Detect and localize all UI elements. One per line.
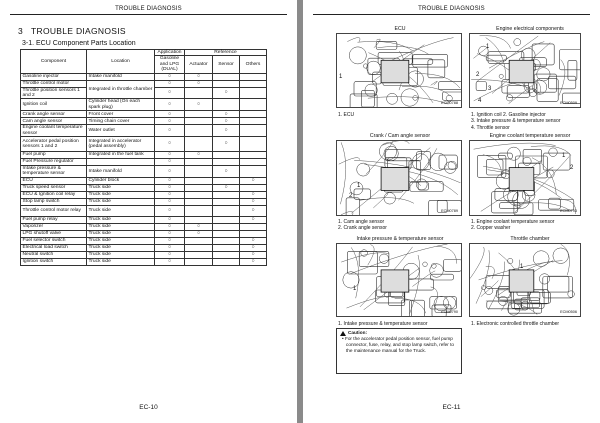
caption-line: 1. ECU	[338, 112, 355, 118]
caption-line: 1. Cam angle sensor	[338, 219, 385, 225]
figure-caption	[338, 219, 387, 232]
cell-component: Ignition coil	[21, 99, 87, 111]
subsection-title: 3-1. ECU Component Parts Location	[22, 40, 136, 47]
cell-component: Accelerator pedal position sensors 1 and 2	[21, 137, 87, 152]
figure-title: Engine electrical components	[496, 26, 564, 32]
cell-mark-app: ○	[155, 216, 185, 223]
cell-location: Truck side	[87, 223, 155, 230]
cell-mark-act	[185, 166, 213, 178]
table-row	[21, 198, 267, 205]
cell-location: Intake manifold	[87, 166, 155, 178]
page-header: TROUBLE DIAGNOSIS	[313, 6, 590, 15]
table-row	[21, 205, 267, 216]
engine-drawing-icon	[337, 141, 462, 216]
page-header: TROUBLE DIAGNOSIS	[10, 6, 287, 15]
cell-mark-act	[185, 198, 213, 205]
table-row	[21, 251, 267, 258]
cell-mark-act: ○	[185, 223, 213, 230]
cell-mark-sen	[213, 152, 240, 159]
cell-location: Truck side	[87, 258, 155, 265]
cell-mark-oth: ○	[240, 237, 267, 244]
engine-figure	[469, 140, 581, 216]
caution-text: • For the accelerator pedal position sensor, fuel pump connector, fuse, relay, and stop lamp switch, refer to the maintenance manual for the Truck.	[342, 336, 455, 353]
table-row	[21, 80, 267, 87]
callout-number: 1	[520, 264, 524, 270]
col-location: Location	[87, 50, 155, 74]
cell-location: Truck side	[87, 205, 155, 216]
cell-mark-sen: ○	[213, 87, 240, 99]
col-component: Component	[21, 50, 87, 74]
cell-mark-app: ○	[155, 184, 185, 191]
page-footer: EC-10	[139, 404, 158, 411]
cell-location	[87, 159, 155, 166]
cell-mark-act	[185, 184, 213, 191]
table-row	[21, 237, 267, 244]
cell-mark-sen: ○	[213, 118, 240, 125]
cell-location: Truck side	[87, 184, 155, 191]
cell-mark-sen: ○	[213, 184, 240, 191]
cell-component: Stop lamp switch	[21, 198, 87, 205]
cell-mark-sen	[213, 99, 240, 111]
cell-location: Truck side	[87, 237, 155, 244]
cell-mark-act: ○	[185, 99, 213, 111]
page-footer: EC-11	[442, 404, 461, 411]
cell-component: Fuel selector switch	[21, 237, 87, 244]
warning-icon	[340, 331, 346, 336]
caption-line: 1. Ignition coil 2. Gasoline injector	[471, 112, 546, 118]
engine-drawing-icon	[470, 244, 581, 317]
callout-number: 2	[476, 72, 480, 78]
cell-mark-app: ○	[155, 191, 185, 198]
figure-code: ECM0789	[441, 209, 458, 213]
cell-mark-app: ○	[155, 205, 185, 216]
figure-code: ECM0509	[560, 101, 577, 105]
cell-mark-app: ○	[155, 118, 185, 125]
cell-mark-act	[185, 258, 213, 265]
cell-location: Truck side	[87, 191, 155, 198]
cell-mark-sen	[213, 198, 240, 205]
cell-mark-oth: ○	[240, 258, 267, 265]
cell-mark-oth	[240, 99, 267, 111]
cell-mark-act	[185, 118, 213, 125]
figure-caption	[471, 112, 561, 131]
cell-mark-oth: ○	[240, 251, 267, 258]
cell-mark-oth: ○	[240, 177, 267, 184]
cell-mark-oth	[240, 80, 267, 87]
cell-location: Intake manifold	[87, 73, 155, 80]
cell-component: Fuel pump relay	[21, 216, 87, 223]
figure-code: ECM0506	[560, 310, 577, 314]
callout-number: 1	[339, 74, 343, 80]
table-row	[21, 99, 267, 111]
cell-mark-act	[185, 87, 213, 99]
cell-component: Neutral switch	[21, 251, 87, 258]
cell-mark-app: ○	[155, 99, 185, 111]
cell-mark-oth: ○	[240, 244, 267, 251]
caution-box	[336, 328, 462, 374]
cell-mark-sen	[213, 223, 240, 230]
figure-title: ECU	[394, 26, 406, 32]
cell-component: Gasoline injector	[21, 73, 87, 80]
cell-mark-oth: ○	[240, 216, 267, 223]
cell-location: Timing chain cover	[87, 118, 155, 125]
cell-mark-oth	[240, 137, 267, 152]
cell-location: Truck side	[87, 251, 155, 258]
cell-mark-act: ○	[185, 80, 213, 87]
component-table	[20, 49, 267, 266]
engine-figure	[336, 140, 462, 216]
cell-mark-app: ○	[155, 251, 185, 258]
engine-figure	[336, 243, 462, 317]
callout-number: 1	[357, 183, 361, 189]
table-row	[21, 166, 267, 178]
cell-location: Integrated in throttle chamber	[87, 80, 155, 99]
cell-mark-oth	[240, 184, 267, 191]
cell-mark-act	[185, 251, 213, 258]
callout-number: 2	[349, 193, 353, 199]
table-row	[21, 137, 267, 152]
figure-code: ECM0790	[441, 310, 458, 314]
cell-mark-oth: ○	[240, 205, 267, 216]
cell-component: ECU	[21, 177, 87, 184]
cell-mark-sen	[213, 177, 240, 184]
caption-line: 1. Intake pressure & temperature sensor	[338, 321, 428, 327]
cell-component: LPG shutoff valve	[21, 230, 87, 237]
cell-mark-sen	[213, 216, 240, 223]
table-row	[21, 223, 267, 230]
figure-title: Throttle chamber	[510, 236, 550, 242]
engine-figure	[469, 33, 581, 108]
table-row	[21, 159, 267, 166]
figure-code: ECM0793	[560, 209, 577, 213]
engine-drawing-icon	[337, 34, 462, 108]
callout-number: 1	[562, 153, 566, 159]
section-number: 3	[18, 26, 24, 36]
callout-number: 1	[486, 44, 490, 50]
table-body	[21, 73, 267, 265]
cell-component: ECU & Ignition coil relay	[21, 191, 87, 198]
figure-title: Intake pressure & temperature sensor	[356, 236, 444, 242]
cell-mark-sen: ○	[213, 166, 240, 178]
cell-location: Cylinder head (On each spark plug)	[87, 99, 155, 111]
cell-mark-sen	[213, 191, 240, 198]
cell-mark-app: ○	[155, 137, 185, 152]
cell-mark-app: ○	[155, 87, 185, 99]
cell-mark-act	[185, 111, 213, 118]
cell-mark-oth	[240, 159, 267, 166]
cell-component: Cam angle sensor	[21, 118, 87, 125]
caption-line: 4. Throttle sensor	[471, 124, 510, 131]
cell-mark-sen	[213, 205, 240, 216]
engine-figure	[469, 243, 581, 317]
cell-mark-app: ○	[155, 258, 185, 265]
section-title	[18, 26, 126, 36]
figure-caption	[338, 321, 428, 327]
figure-title: Crank / Cam angle sensor	[369, 133, 431, 139]
cell-location: Truck side	[87, 198, 155, 205]
cell-mark-sen	[213, 73, 240, 80]
cell-mark-oth	[240, 111, 267, 118]
cell-mark-oth	[240, 166, 267, 178]
cell-mark-act	[185, 205, 213, 216]
cell-mark-oth	[240, 87, 267, 99]
cell-mark-act	[185, 159, 213, 166]
cell-mark-act	[185, 237, 213, 244]
cell-mark-sen	[213, 251, 240, 258]
cell-mark-act: ○	[185, 73, 213, 80]
cell-mark-app: ○	[155, 244, 185, 251]
caution-heading-text: Caution:	[348, 330, 368, 335]
section-title-text: TROUBLE DIAGNOSIS	[31, 26, 126, 36]
group-reference: Reference	[185, 50, 267, 56]
cell-mark-act	[185, 177, 213, 184]
table-row	[21, 73, 267, 80]
cell-mark-sen	[213, 237, 240, 244]
cell-mark-oth	[240, 223, 267, 230]
cell-mark-app: ○	[155, 73, 185, 80]
cell-mark-oth	[240, 230, 267, 237]
cell-component: Fuel Pressure regulator	[21, 159, 87, 166]
cell-mark-sen	[213, 159, 240, 166]
cell-location: Truck side	[87, 216, 155, 223]
cell-mark-app: ○	[155, 177, 185, 184]
cell-mark-app: ○	[155, 223, 185, 230]
figure-caption	[338, 112, 354, 118]
caption-line: 1. Electronic controlled throttle chamber	[471, 321, 560, 327]
engine-figure	[336, 33, 462, 108]
cell-mark-act	[185, 137, 213, 152]
table-row	[21, 111, 267, 118]
caption-line: 3. Intake pressure & temperature sensor	[471, 118, 561, 125]
cell-mark-act: ○	[185, 230, 213, 237]
table-row	[21, 258, 267, 265]
table-row	[21, 152, 267, 159]
cell-mark-app: ○	[155, 125, 185, 137]
cell-mark-sen	[213, 230, 240, 237]
figure-caption	[471, 219, 554, 232]
callout-number: 1	[353, 286, 357, 292]
table-row	[21, 191, 267, 198]
cell-mark-oth	[240, 73, 267, 80]
cell-mark-sen	[213, 258, 240, 265]
cell-mark-sen	[213, 244, 240, 251]
caution-body-text: For the accelerator pedal position sensor, fuel pump connector, fuse, relay, and stop lamp switch, refer to the maintenance manual for the Truck.	[344, 336, 455, 353]
callout-number: 4	[478, 98, 482, 104]
cell-mark-act: ○	[185, 152, 213, 159]
cell-mark-sen: ○	[213, 137, 240, 152]
table-row	[21, 184, 267, 191]
callout-number: 2	[570, 165, 574, 171]
cell-mark-act	[185, 244, 213, 251]
cell-component: Throttle position sensors 1 and 2	[21, 87, 87, 99]
cell-mark-app: ○	[155, 166, 185, 178]
cell-mark-app: ○	[155, 230, 185, 237]
cell-mark-oth	[240, 118, 267, 125]
col-sensor: Sensor	[213, 56, 240, 73]
table-row	[21, 216, 267, 223]
cell-location: Water outlet	[87, 125, 155, 137]
cell-mark-app: ○	[155, 111, 185, 118]
cell-location: Truck side	[87, 244, 155, 251]
callout-number: 3	[488, 86, 492, 92]
table-row	[21, 125, 267, 137]
cell-component: Vaporizer	[21, 223, 87, 230]
cell-mark-app: ○	[155, 198, 185, 205]
cell-mark-act	[185, 191, 213, 198]
cell-component: Fuel pump	[21, 152, 87, 159]
cell-mark-app: ○	[155, 237, 185, 244]
cell-location: Integrated in the fuel tank	[87, 152, 155, 159]
cell-component: Crank angle sensor	[21, 111, 87, 118]
col-gasoline-lpg: Gasoline and LPG (DUAL)	[155, 56, 185, 73]
figure-code: ECM0788	[441, 101, 458, 105]
table-row	[21, 230, 267, 237]
cell-component: Ignition switch	[21, 258, 87, 265]
cell-location: Front cover	[87, 111, 155, 118]
left-page	[0, 0, 297, 423]
cell-mark-oth	[240, 125, 267, 137]
table-row	[21, 177, 267, 184]
cell-component: Intake pressure & temperature sensor	[21, 166, 87, 178]
table-row	[21, 118, 267, 125]
cell-mark-app: ○	[155, 80, 185, 87]
cell-mark-act	[185, 125, 213, 137]
group-application: Application	[155, 50, 185, 56]
cell-mark-sen	[213, 80, 240, 87]
cell-component: Engine coolant temperature sensor	[21, 125, 87, 137]
engine-drawing-icon	[337, 244, 462, 317]
cell-component: Electrical load switch	[21, 244, 87, 251]
cell-mark-app: ○	[155, 159, 185, 166]
cell-component: Throttle control motor relay	[21, 205, 87, 216]
cell-mark-sen: ○	[213, 125, 240, 137]
cell-location: Truck side	[87, 230, 155, 237]
cell-mark-sen: ○	[213, 111, 240, 118]
cell-location: Integrated in accelerator (pedal assembly)	[87, 137, 155, 152]
caption-line: 2. Crank angle sensor	[338, 225, 387, 232]
cell-component: Throttle control motor	[21, 80, 87, 87]
cell-mark-oth: ○	[240, 191, 267, 198]
cell-mark-oth: ○	[240, 198, 267, 205]
figure-caption	[471, 321, 559, 327]
caption-line: 2. Copper washer	[471, 225, 511, 232]
cell-location: Cylinder block	[87, 177, 155, 184]
cell-mark-act	[185, 216, 213, 223]
col-others: Others	[240, 56, 267, 73]
figure-title: Engine coolant temperature sensor	[489, 133, 571, 139]
table-row	[21, 244, 267, 251]
cell-mark-oth	[240, 152, 267, 159]
cell-component: Truck speed sensor	[21, 184, 87, 191]
caption-line: 1. Engine coolant temperature sensor	[471, 219, 555, 225]
col-actuator: Actuator	[185, 56, 213, 73]
cell-mark-app: ○	[155, 152, 185, 159]
